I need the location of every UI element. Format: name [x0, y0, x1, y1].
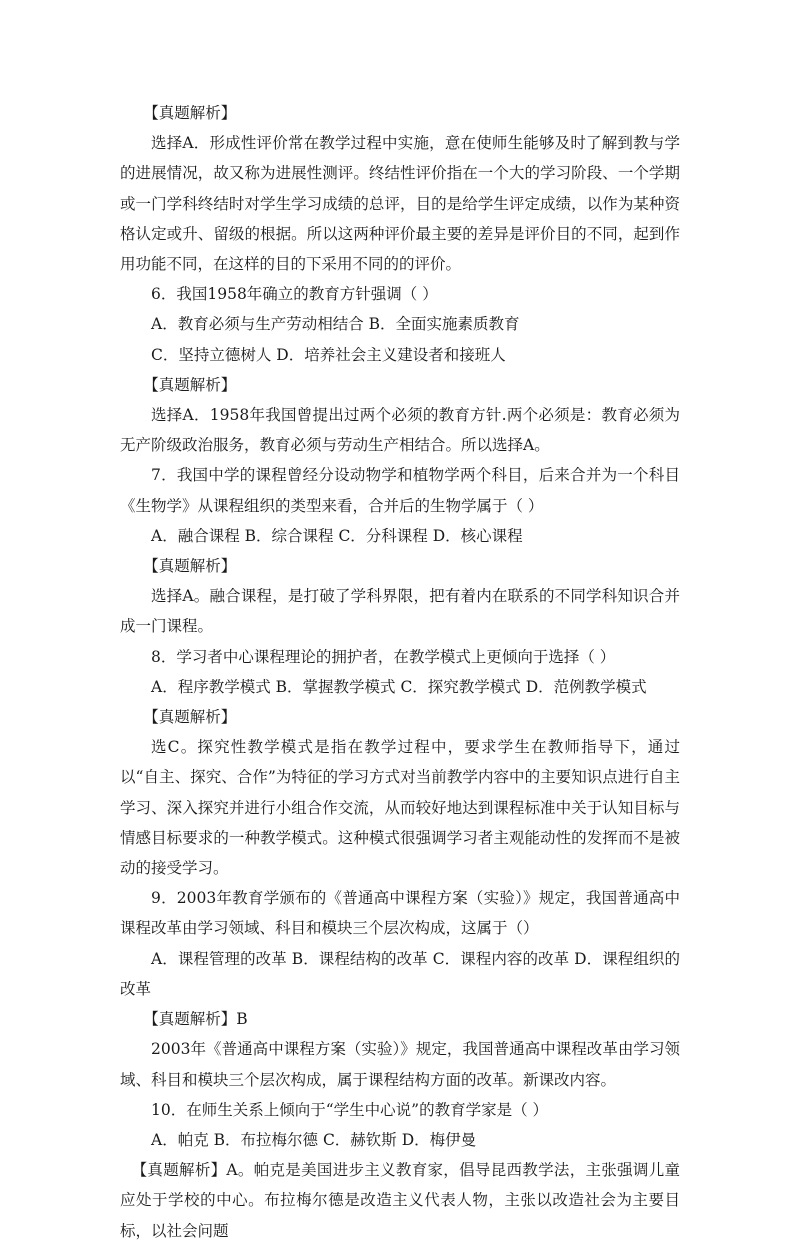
analysis-paragraph: 选C。探究性教学模式是指在教学过程中，要求学生在教师指导下，通过以“自主、探究、合作”为特征的学习方式对当前教学内容中的主要知识点进行自主学习、深入探究并进行小组合作交流，从而较好地达到课程标准中关于认知目标与情感目标要求的一种教学模式。这种模式很强调学习者主观能动性的发挥而不是被动的接受学习。 [120, 738, 680, 878]
analysis-paragraph: 2003年《普通高中课程方案（实验）》规定，我国普通高中课程改革由学习领域、科目和模块三个层次构成，属于课程结构方面的改革。新课改内容。 [120, 1040, 680, 1089]
document-body [120, 98, 680, 1246]
analysis-paragraph: 【真题解析】A。帕克是美国进步主义教育家，倡导昆西教学法，主张强调儿童应处于学校的中心。布拉梅尔德是改造主义代表人物，主张以改造社会为主要目标，以社会问题 [120, 1161, 680, 1240]
question-6: 6．我国1958年确立的教育方针强调（ ） [151, 285, 438, 304]
question-6-options-ab: A．教育必须与生产劳动相结合 B．全面实施素质教育 [151, 315, 520, 334]
question-8-options: A．程序教学模式 B．掌握教学模式 C．探究教学模式 D．范例教学模式 [151, 677, 647, 696]
analysis-paragraph: 选择A．形成性评价常在教学过程中实施，意在使师生能够及时了解到教与学的进展情况，故又称为进展性测评。终结性评价指在一个大的学习阶段、一个学期或一门学科终结时对学生学习成绩的总评，目的是给学生评定成绩，以作为某种资格认定或升、留级的根据。所以这两种评价最主要的差异是评价目的不同，起到作用功能不同，在这样的目的下采用不同的的评价。 [120, 134, 680, 274]
analysis-heading: 【真题解析】 [143, 708, 237, 727]
question-8: 8．学习者中心课程理论的拥护者，在教学模式上更倾向于选择（ ） [151, 647, 616, 666]
analysis-paragraph: 选择A。融合课程，是打破了学科界限，把有着内在联系的不同学科知识合并成一门课程。 [120, 587, 680, 636]
question-6-options-cd: C．坚持立德树人 D．培养社会主义建设者和接班人 [151, 345, 506, 364]
question-9-options: A．课程管理的改革 B．课程结构的改革 C．课程内容的改革 D．课程组织的改革 [120, 949, 680, 998]
analysis-paragraph: 选择A．1958年我国曾提出过两个必须的教育方针.两个必须是：教育必须为无产阶级政治服务，教育必须与劳动生产相结合。所以选择A。 [120, 406, 680, 455]
analysis-heading: 【真题解析】 [143, 557, 237, 576]
analysis-heading: 【真题解析】 [143, 104, 237, 122]
analysis-heading: 【真题解析】 [143, 375, 237, 394]
question-10-options: A．帕克 B．布拉梅尔德 C．赫钦斯 D．梅伊曼 [151, 1130, 477, 1149]
question-9: 9．2003年教育学颁布的《普通高中课程方案（实验）》规定，我国普通高中课程改革由学习领域、科目和模块三个层次构成，这属于（） [120, 889, 680, 938]
question-7-options: A．融合课程 B．综合课程 C．分科课程 D．核心课程 [151, 526, 523, 545]
question-7: 7．我国中学的课程曾经分设动物学和植物学两个科目，后来合并为一个科目《生物学》从课程组织的类型来看，合并后的生物学属于（ ） [120, 466, 680, 515]
analysis-heading: 【真题解析】B [143, 1010, 248, 1029]
question-10: 10．在师生关系上倾向于“学生中心说”的教育学家是（ ） [151, 1100, 549, 1119]
